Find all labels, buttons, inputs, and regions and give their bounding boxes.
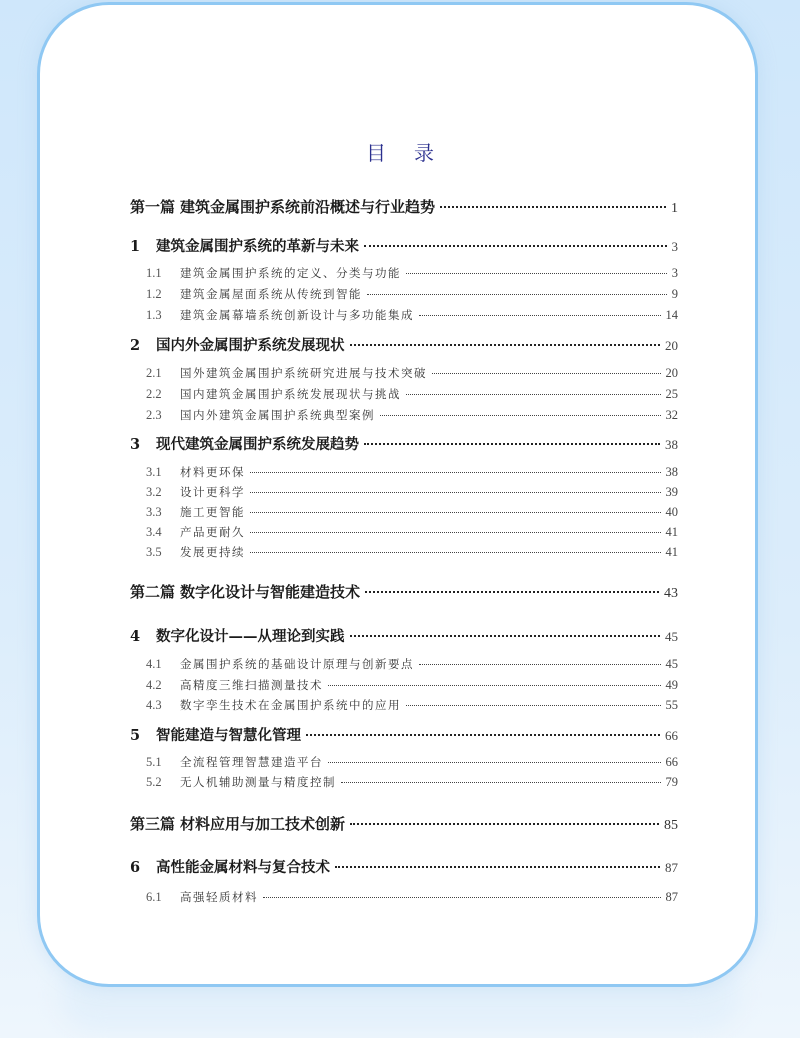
toc-entry-section-2-1[interactable] [146,365,678,381]
toc-entry-part-1[interactable] [130,196,678,217]
entry-label: 建筑金属屋面系统从传统到智能 [180,287,362,301]
toc-entry-section-5-2[interactable] [146,774,678,790]
dot-leader [364,435,660,450]
entry-number: 1 [130,238,141,255]
dot-leader [364,237,667,252]
entry-label: 数字化设计——从理论到实践 [156,628,345,645]
entry-label: 国内建筑金属围护系统发展现状与挑战 [180,387,401,401]
toc-entry-section-3-4[interactable] [146,524,678,540]
entry-page: 41 [665,525,678,539]
dot-leader [380,408,661,420]
entry-page: 85 [664,818,678,833]
toc-entry-chapter-4[interactable] [130,625,678,646]
entry-label: 设计更科学 [180,485,245,499]
entry-label: 材料应用与加工技术创新 [180,815,346,833]
entry-page: 41 [665,545,678,559]
entry-number: 1.3 [146,308,162,322]
entry-label: 建筑金属围护系统的定义、分类与功能 [180,266,401,280]
entry-page: 3 [671,266,678,280]
dot-leader [419,308,661,320]
entry-page: 87 [665,890,678,904]
entry-number: 第三篇 [130,815,176,833]
entry-number: 2.2 [146,387,162,401]
entry-label: 建筑金属围护系统的革新与未来 [156,238,359,255]
entry-page: 3 [671,239,678,254]
entry-number: 1.2 [146,287,162,301]
entry-number: 3.2 [146,485,162,499]
dot-leader [335,858,660,873]
toc-title [0,137,800,166]
toc-entry-section-3-2[interactable] [146,484,678,500]
entry-page: 40 [665,505,678,519]
entry-page: 20 [665,366,678,380]
dot-leader [250,505,661,517]
dot-leader [250,465,661,477]
toc-entry-section-3-3[interactable] [146,504,678,520]
toc-entry-section-1-3[interactable] [146,307,678,323]
entry-page: 45 [665,629,678,644]
entry-page: 49 [665,678,678,692]
entry-number: 2.3 [146,408,162,422]
toc-entry-chapter-2[interactable] [130,334,678,355]
toc-entry-chapter-3[interactable] [130,433,678,454]
entry-number: 6.1 [146,890,162,904]
entry-page: 1 [671,201,678,216]
entry-label: 国外建筑金属围护系统研究进展与技术突破 [180,366,427,380]
toc-entry-section-3-5[interactable] [146,544,678,560]
entry-number: 3.3 [146,505,162,519]
dot-leader [350,814,659,829]
entry-page: 14 [665,308,678,322]
entry-label: 产品更耐久 [180,525,245,539]
toc-title-char-2: 录 [414,141,462,165]
entry-number: 4 [130,628,141,645]
dot-leader [440,197,666,212]
dot-leader [367,287,667,299]
entry-label: 全流程管理智慧建造平台 [180,755,323,769]
entry-label: 高精度三维扫描测量技术 [180,678,323,692]
toc-entry-chapter-5[interactable] [130,724,678,745]
entry-label: 高强轻质材料 [180,890,258,904]
entry-label: 建筑金属幕墙系统创新设计与多功能集成 [180,308,414,322]
entry-label: 施工更智能 [180,505,245,519]
toc-entry-section-6-1[interactable] [146,889,678,905]
toc-entry-section-1-1[interactable] [146,265,678,281]
entry-page: 43 [664,586,678,601]
entry-label: 发展更持续 [180,545,245,559]
toc-entry-section-4-1[interactable] [146,656,678,672]
entry-number: 3.1 [146,465,162,479]
dot-leader [341,775,661,787]
entry-page: 25 [665,387,678,401]
entry-page: 38 [665,465,678,479]
dot-leader [306,726,660,741]
entry-label: 无人机辅助测量与精度控制 [180,775,336,789]
entry-label: 国内外建筑金属围护系统典型案例 [180,408,375,422]
entry-number: 2 [130,337,141,354]
entry-label: 国内外金属围护系统发展现状 [156,337,345,354]
entry-page: 45 [665,657,678,671]
entry-page: 66 [665,755,678,769]
entry-page: 38 [665,437,678,452]
toc-entry-section-4-2[interactable] [146,677,678,693]
entry-label: 金属围护系统的基础设计原理与创新要点 [180,657,414,671]
toc-entry-chapter-1[interactable] [130,235,678,256]
toc-entry-section-2-2[interactable] [146,386,678,402]
entry-page: 79 [665,775,678,789]
entry-page: 32 [665,408,678,422]
toc-entry-chapter-6[interactable] [130,856,678,877]
entry-number: 3.5 [146,545,162,559]
dot-leader [406,266,667,278]
entry-number: 4.3 [146,698,162,712]
toc-entry-section-1-2[interactable] [146,286,678,302]
entry-label: 数字孪生技术在金属围护系统中的应用 [180,698,401,712]
entry-label: 智能建造与智慧化管理 [156,727,301,744]
dot-leader [328,755,661,767]
entry-number: 5.1 [146,755,162,769]
dot-leader [419,657,661,669]
entry-label: 材料更环保 [180,465,245,479]
dot-leader [406,698,661,710]
dot-leader [328,678,661,690]
dot-leader [350,336,661,351]
entry-number: 第一篇 [130,198,176,216]
entry-number: 1.1 [146,266,162,280]
dot-leader [365,582,659,597]
toc-title-char-1: 目 [366,141,414,165]
entry-page: 39 [665,485,678,499]
dot-leader [432,366,661,378]
entry-number: 4.2 [146,678,162,692]
toc-entry-section-3-1[interactable] [146,464,678,480]
toc-entry-part-2[interactable] [130,581,678,602]
entry-number: 3.4 [146,525,162,539]
entry-number: 3 [130,436,141,453]
entry-label: 现代建筑金属围护系统发展趋势 [156,436,359,453]
toc-entry-section-2-3[interactable] [146,407,678,423]
entry-label: 数字化设计与智能建造技术 [180,583,361,601]
entry-number: 4.1 [146,657,162,671]
entry-number: 5.2 [146,775,162,789]
dot-leader [406,387,661,399]
entry-page: 87 [665,860,678,875]
entry-page: 55 [665,698,678,712]
entry-number: 5 [130,727,141,744]
dot-leader [350,627,661,642]
dot-leader [263,890,661,902]
entry-number: 2.1 [146,366,162,380]
toc-entry-section-5-1[interactable] [146,754,678,770]
entry-label: 建筑金属围护系统前沿概述与行业趋势 [180,198,436,216]
entry-label: 高性能金属材料与复合技术 [156,859,330,876]
dot-leader [250,545,661,557]
toc-entry-section-4-3[interactable] [146,697,678,713]
entry-page: 20 [665,338,678,353]
entry-page: 66 [665,728,678,743]
toc-entry-part-3[interactable] [130,813,678,834]
entry-page: 9 [671,287,678,301]
dot-leader [250,525,661,537]
entry-number: 6 [130,859,141,876]
dot-leader [250,485,661,497]
entry-number: 第二篇 [130,583,176,601]
